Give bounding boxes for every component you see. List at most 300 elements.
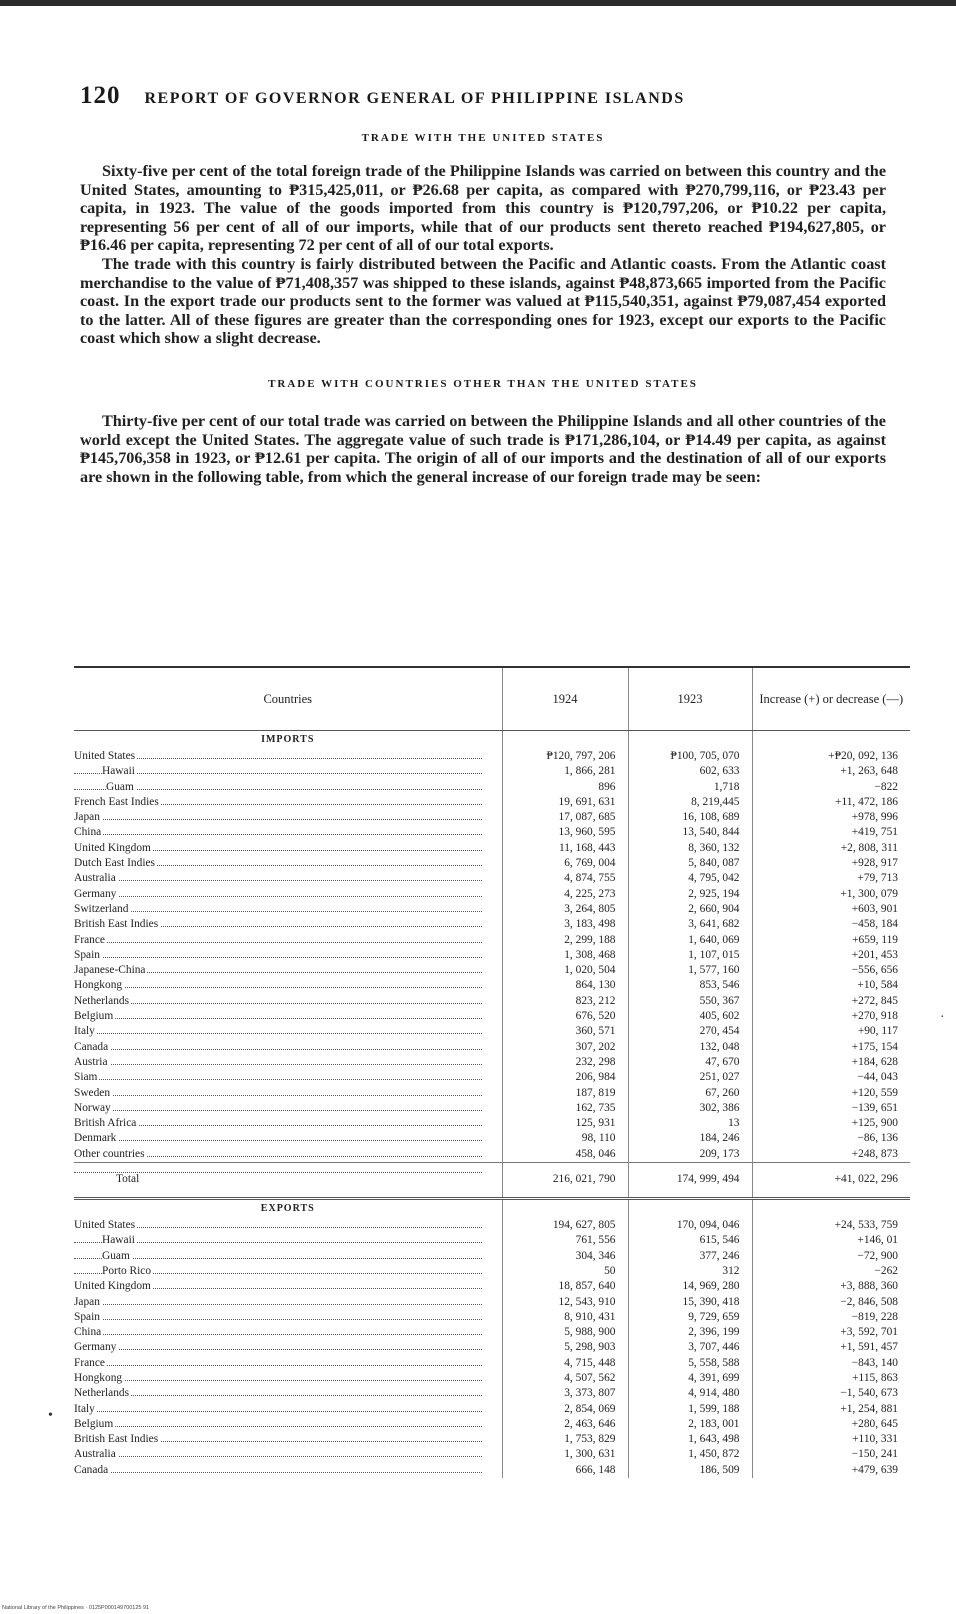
value-1923: 270, 454 [628,1024,752,1039]
country-label: Hawaii [102,765,135,778]
dot-leader [74,942,482,943]
value-1923: 13, 540, 844 [628,825,752,840]
dot-leader [74,911,482,912]
value-1923: 1,718 [628,780,752,795]
country-label: Australia [74,1448,116,1461]
value-1924: 304, 346 [502,1249,628,1264]
value-1924: 1, 308, 468 [502,948,628,963]
empty-cell [502,1199,628,1219]
value-1923: 8, 360, 132 [628,841,752,856]
empty-cell [752,731,910,750]
country-name [74,902,502,917]
table-row [74,1310,910,1325]
value-1923: 1, 640, 069 [628,933,752,948]
country-label: Germany [74,1341,117,1354]
value-1923: 5, 840, 087 [628,856,752,871]
header-1924: 1924 [502,667,628,731]
table-row [74,1264,910,1279]
country-label: Hawaii [102,1234,135,1247]
value-1923: 853, 546 [628,978,752,993]
table-row [74,1447,910,1462]
country-name [74,1116,502,1131]
table-row [74,1131,910,1146]
table-row [74,917,910,932]
value-1923: 2, 183, 001 [628,1417,752,1432]
country-label: United States [74,750,136,762]
country-name [74,1147,502,1163]
table-row [74,1463,910,1478]
country-label: Japan [74,1295,100,1308]
country-name [74,1279,502,1294]
value-1923: 4, 914, 480 [628,1386,752,1401]
country-name [74,871,502,886]
country-name [74,1310,502,1325]
dot-leader [74,957,482,958]
section-label: EXPORTS [260,1203,315,1215]
value-1923: 1, 107, 015 [628,948,752,963]
value-change: −86, 136 [752,1131,910,1146]
country-name [74,1295,502,1310]
total-1924: 216, 021, 790 [502,1163,628,1199]
value-1923: 251, 027 [628,1070,752,1085]
country-label: British East Indies [74,918,159,931]
value-1924: 1, 753, 829 [502,1432,628,1447]
value-change: −262 [752,1264,910,1279]
country-label: France [74,1356,105,1369]
value-1924: 3, 183, 498 [502,917,628,932]
country-label: China [74,1326,102,1339]
country-name [74,1055,502,1070]
header-change: Increase (+) or decrease (—) [752,667,910,731]
country-label: French East Indies [74,795,159,808]
country-name [74,1163,502,1199]
value-change: −139, 651 [752,1101,910,1116]
country-name [74,948,502,963]
value-1924: 1, 866, 281 [502,764,628,779]
country-label: Guam [106,780,134,793]
country-label: Porto Rico [102,1264,152,1277]
trade-table [74,666,910,1478]
country-name [74,1417,502,1432]
total-1923: 174, 999, 494 [628,1163,752,1199]
dot-leader [74,987,482,988]
value-change: −72, 900 [752,1249,910,1264]
country-name [74,1264,502,1279]
exports-section-label [74,1199,910,1219]
value-1924: 4, 874, 755 [502,871,628,886]
value-1924: 666, 148 [502,1463,628,1478]
value-change: +1, 263, 648 [752,764,910,779]
value-1923: 209, 173 [628,1147,752,1163]
value-1924: 1, 020, 504 [502,963,628,978]
country-label: Japanese-China [74,964,146,977]
imports-section-label [74,731,910,750]
value-1923: 2, 396, 199 [628,1325,752,1340]
value-change: +1, 300, 079 [752,887,910,902]
dot-leader [74,1110,482,1111]
value-1924: 4, 225, 273 [502,887,628,902]
country-label: Denmark [74,1132,117,1145]
value-1924: 206, 984 [502,1070,628,1085]
value-1924: 3, 373, 807 [502,1386,628,1401]
value-change: +₱20, 092, 136 [752,749,910,764]
value-change: +272, 845 [752,994,910,1009]
value-1924: 17, 087, 685 [502,810,628,825]
country-label: British East Indies [74,1433,159,1446]
value-change: −843, 140 [752,1356,910,1371]
value-change: +24, 533, 759 [752,1218,910,1233]
country-name [74,1233,502,1248]
country-name [74,1356,502,1371]
value-change: +2, 808, 311 [752,841,910,856]
value-change: +928, 917 [752,856,910,871]
country-name [74,887,502,902]
value-change: −150, 241 [752,1447,910,1462]
value-change: +10, 584 [752,978,910,993]
scan-top-edge [0,0,956,6]
country-label: Guam [102,1249,130,1262]
value-1923: 186, 509 [628,1463,752,1478]
value-1924: 6, 769, 004 [502,856,628,871]
value-change: +978, 996 [752,810,910,825]
table-row [74,1417,910,1432]
value-change: −44, 043 [752,1070,910,1085]
dot-leader [74,1426,482,1427]
dot-leader [74,834,482,835]
value-change: −822 [752,780,910,795]
value-1923: 4, 795, 042 [628,871,752,886]
table-body [74,731,910,1479]
table-row [74,1386,910,1401]
country-name [74,1024,502,1039]
value-1924: 5, 298, 903 [502,1340,628,1355]
value-1924: 18, 857, 640 [502,1279,628,1294]
value-change: +79, 713 [752,871,910,886]
value-1923: 1, 577, 160 [628,963,752,978]
country-label: United States [74,1219,136,1232]
value-1923: 47, 670 [628,1055,752,1070]
country-name [74,994,502,1009]
value-1923: 615, 546 [628,1233,752,1248]
value-change: +419, 751 [752,825,910,840]
country-name [74,1447,502,1462]
table-row [74,1432,910,1447]
country-name [74,1432,502,1447]
table-row [74,1356,910,1371]
paragraph-us-2: The trade with this country is fairly distributed between the Pacific and Atlantic coasts. From the Atlantic coast merchandise to the value of ₱71,408,357 was shipped to these islands, against ₱48,873,665 imported from the Pacific coast. In the export trade our products sent to the former was valued at ₱115,540,351, against ₱79,087,454 exported to the latter. All of these figures are greater than the corresponding ones for 1923, except our exports to the Pacific coast which show a slight decrease. [80,254,886,348]
country-name [74,856,502,871]
value-change: +90, 117 [752,1024,910,1039]
value-1923: 602, 633 [628,764,752,779]
country-name [74,1463,502,1478]
table-row [74,1233,910,1248]
value-change: +184, 628 [752,1055,910,1070]
country-name [74,780,502,795]
value-1924: 98, 110 [502,1131,628,1146]
country-name [74,1040,502,1055]
value-1923: 2, 925, 194 [628,887,752,902]
table-row [74,948,910,963]
country-name [74,764,502,779]
value-1924: 2, 299, 188 [502,933,628,948]
value-change: +175, 154 [752,1040,910,1055]
value-1923: 2, 660, 904 [628,902,752,917]
country-name [74,1249,502,1264]
empty-cell [628,731,752,750]
value-1923: 184, 246 [628,1131,752,1146]
table-row [74,795,910,810]
country-name [74,1101,502,1116]
country-label: Netherlands [74,1387,130,1400]
table-row [74,1340,910,1355]
table-row [74,749,910,764]
value-1923: 132, 048 [628,1040,752,1055]
value-1924: 187, 819 [502,1086,628,1101]
country-label: United Kingdom [74,841,151,854]
value-1923: 550, 367 [628,994,752,1009]
table-row [74,1402,910,1417]
footer-note: National Library of the Philippines · 0125P000149700125 91 [2,1605,150,1611]
value-1923: 1, 450, 872 [628,1447,752,1462]
value-change: +603, 901 [752,902,910,917]
value-1924: 4, 715, 448 [502,1356,628,1371]
value-1924: 761, 556 [502,1233,628,1248]
country-label: Total [116,1173,140,1186]
value-1924: 676, 520 [502,1009,628,1024]
dot-leader [74,819,482,820]
table-row [74,1325,910,1340]
value-1924: 13, 960, 595 [502,825,628,840]
value-1924: 12, 543, 910 [502,1295,628,1310]
table-row [74,1101,910,1116]
value-1924: 19, 691, 631 [502,795,628,810]
value-1924: 864, 130 [502,978,628,993]
value-change: −1, 540, 673 [752,1386,910,1401]
value-1923: 1, 643, 498 [628,1432,752,1447]
table-row [74,978,910,993]
country-label: Spain [74,948,100,961]
country-label: Sweden [74,1086,111,1099]
dot-leader [74,1018,482,1019]
value-1923: 3, 707, 446 [628,1340,752,1355]
country-label: China [74,826,102,839]
section-label: IMPORTS [261,734,315,746]
value-1923: 3, 641, 682 [628,917,752,932]
section-heading-other-trade: TRADE WITH COUNTRIES OTHER THAN THE UNITED STATES [268,377,698,390]
country-label: France [74,933,105,946]
value-1924: 360, 571 [502,1024,628,1039]
country-name [74,1131,502,1146]
country-label: Netherlands [74,994,130,1007]
dot-leader [74,1411,482,1412]
table-row [74,1218,910,1233]
country-name [74,1386,502,1401]
dot-leader [74,1472,482,1473]
value-change: −2, 846, 508 [752,1295,910,1310]
table-header-row [74,667,910,731]
dot-leader [74,1140,482,1141]
table-row [74,1295,910,1310]
dot-leader [74,880,482,881]
country-name [74,810,502,825]
value-1924: 11, 168, 443 [502,841,628,856]
country-label: Belgium [74,1417,114,1430]
value-1923: 302, 386 [628,1101,752,1116]
country-name [74,1009,502,1024]
page-body [80,82,886,486]
country-name [74,841,502,856]
country-label: Japan [74,811,100,824]
value-change: −556, 656 [752,963,910,978]
country-name [74,1086,502,1101]
country-label: Hongkong [74,979,123,992]
dot-leader [74,1003,482,1004]
value-change: +270, 918 [752,1009,910,1024]
country-name [74,1218,502,1233]
value-1924: 194, 627, 805 [502,1218,628,1233]
value-1924: 5, 988, 900 [502,1325,628,1340]
value-1924: 823, 212 [502,994,628,1009]
table-row [74,1009,910,1024]
dot-leader [74,1258,482,1259]
total-row [74,1163,910,1199]
dot-leader [74,1456,482,1457]
value-1923: 405, 602 [628,1009,752,1024]
table-row [74,1147,910,1163]
value-1923: 5, 558, 588 [628,1356,752,1371]
country-label: United Kingdom [74,1280,151,1293]
country-label: Germany [74,887,117,900]
dot-leader [74,1064,482,1065]
country-name [74,1371,502,1386]
value-1923: 67, 260 [628,1086,752,1101]
country-name [74,1402,502,1417]
country-label: Spain [74,1310,100,1323]
table-row [74,841,910,856]
table-row [74,764,910,779]
value-change: +201, 453 [752,948,910,963]
country-label: Belgium [74,1010,114,1023]
table-row [74,871,910,886]
table-row [74,887,910,902]
country-label: Norway [74,1101,111,1114]
country-name [74,917,502,932]
table-row [74,1086,910,1101]
country-name [74,749,502,764]
value-1924: 162, 735 [502,1101,628,1116]
table-row [74,1070,910,1085]
dot-leader [74,1380,482,1381]
country-label: Canada [74,1463,109,1476]
value-1923: 312 [628,1264,752,1279]
value-1924: ₱120, 797, 206 [502,749,628,764]
value-change: +1, 591, 457 [752,1340,910,1355]
page-number: 120 [80,82,121,109]
value-1924: 4, 507, 562 [502,1371,628,1386]
value-change: +120, 559 [752,1086,910,1101]
country-name [74,1070,502,1085]
value-1923: 15, 390, 418 [628,1295,752,1310]
value-1923: 14, 969, 280 [628,1279,752,1294]
country-label: Austria [74,1055,108,1068]
country-name [74,978,502,993]
empty-cell [628,1199,752,1219]
table-row [74,933,910,948]
table-row [74,1116,910,1131]
dot-leader [74,1033,482,1034]
table-row [74,1371,910,1386]
value-1924: 8, 910, 431 [502,1310,628,1325]
country-label: Australia [74,872,116,885]
value-change: +3, 888, 360 [752,1279,910,1294]
value-change: +1, 254, 881 [752,1402,910,1417]
value-1924: 458, 046 [502,1147,628,1163]
table-row [74,1279,910,1294]
country-name [74,1325,502,1340]
table-row [74,994,910,1009]
value-change: +280, 645 [752,1417,910,1432]
paragraph-us-1: Sixty-five per cent of the total foreign trade of the Philippine Islands was carried on between this country and the United States, amounting to ₱315,425,011, or ₱26.68 per capita, as compared with ₱270,799,116, or ₱23.43 per capita, in 1923. The value of the goods imported from this country is ₱120,797,206, or ₱10.22 per capita, representing 56 per cent of all of our imports, while that of our products sent thereto reached ₱194,627,805, or ₱16.46 per capita, representing 72 per cent of all of our total exports. [80,162,886,255]
country-label: Italy [74,1025,95,1038]
country-label: British Africa [74,1117,137,1130]
country-name [74,795,502,810]
value-change: +659, 119 [752,933,910,948]
table-row [74,902,910,917]
paragraph-other-1: Thirty-five per cent of our total trade was carried on between the Philippine Islands and all other countries of the world except the United States. The aggregate value of such trade is ₱171,286,104, or ₱14.49 per capita, as against ₱145,706,358 in 1923, or ₱12.61 per capita. The origin of all of our imports and the destination of all of our exports are shown in the following table, from which the general increase of our foreign trade may be seen: [80,411,886,486]
table-row [74,963,910,978]
country-label: Switzerland [74,902,129,915]
value-change: −458, 184 [752,917,910,932]
dot-leader [74,1095,482,1096]
value-1923: 4, 391, 699 [628,1371,752,1386]
country-label: Other countries [74,1147,145,1160]
scan-speck: • [48,1408,53,1423]
value-1923: 1, 599, 188 [628,1402,752,1417]
value-1923: 16, 108, 689 [628,810,752,825]
dot-leader [74,1319,482,1320]
value-change: +3, 592, 701 [752,1325,910,1340]
value-1923: 8, 219,445 [628,795,752,810]
value-change: +11, 472, 186 [752,795,910,810]
empty-cell [752,1199,910,1219]
value-change: +115, 863 [752,1371,910,1386]
value-1924: 307, 202 [502,1040,628,1055]
value-change: −819, 228 [752,1310,910,1325]
country-label: Canada [74,1040,109,1053]
value-1923: 170, 094, 046 [628,1218,752,1233]
value-1923: 9, 729, 659 [628,1310,752,1325]
country-name [74,963,502,978]
dot-leader [74,1365,482,1366]
value-1924: 232, 298 [502,1055,628,1070]
running-head: REPORT OF GOVERNOR GENERAL OF PHILIPPINE ISLANDS [144,90,685,107]
value-1924: 896 [502,780,628,795]
header-countries: Countries [74,667,502,731]
value-change: +479, 639 [752,1463,910,1478]
dot-leader [74,1395,482,1396]
value-1923: ₱100, 705, 070 [628,749,752,764]
country-name [74,933,502,948]
table-row [74,856,910,871]
dot-leader [74,1079,482,1080]
value-1923: 13 [628,1116,752,1131]
table-row [74,825,910,840]
value-change: +248, 873 [752,1147,910,1163]
country-label: Italy [74,1402,95,1415]
empty-cell [502,731,628,750]
country-label: Siam [74,1071,98,1084]
table-row [74,1055,910,1070]
